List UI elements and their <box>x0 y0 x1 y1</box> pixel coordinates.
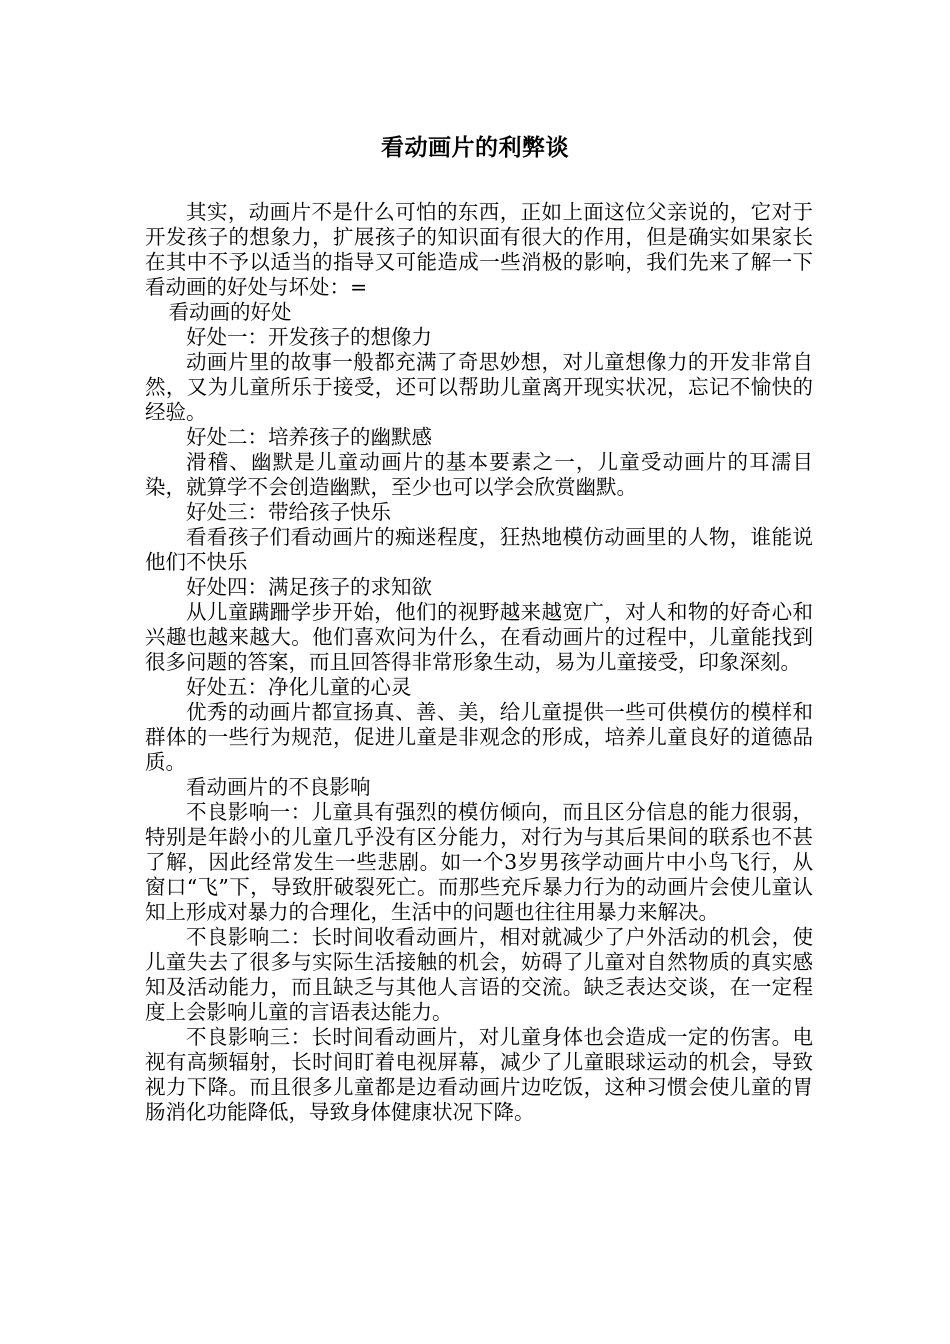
benefit-1-heading: 好处一：开发孩子的想像力 <box>186 325 432 349</box>
benefit-4-heading: 好处四：满足孩子的求知欲 <box>186 575 432 599</box>
document-title: 看动画片的利弊谈 <box>381 134 569 161</box>
harm-3-paragraph: 不良影响三：长时间看动画片，对儿童身体也会造成一定的伤害。电视有高频辐射，长时间盯着电视屏幕，减少了儿童眼球运动的机会，导致视力下降。而且很多儿童都是边看动画片边吃饭，这种习惯会使儿童的胃肠消化功能降低，导致身体健康状况下降。 <box>145 1025 813 1124</box>
section-heading-benefits: 看动画的好处 <box>168 300 292 324</box>
benefit-2-paragraph: 滑稽、幽默是儿童动画片的基本要素之一，儿童受动画片的耳濡目染，就算学不会创造幽默，至少也可以学会欣赏幽默。 <box>145 450 813 499</box>
benefit-4-paragraph: 从儿童蹒跚学步开始，他们的视野越来越宽广，对人和物的好奇心和兴趣也越来越大。他们喜欢问为什么，在看动画片的过程中，儿童能找到很多问题的答案，而且回答得非常形象生动，易为儿童接受，印象深刻。 <box>145 600 813 674</box>
harm-2-paragraph: 不良影响二：长时间收看动画片，相对就减少了户外活动的机会，使儿童失去了很多与实际生活接触的机会，妨碍了儿童对自然物质的真实感知及活动能力，而且缺乏与其他人言语的交流。缺乏表达交谈，在一定程度上会影响儿童的言语表达能力。 <box>145 925 813 1024</box>
benefit-5-heading: 好处五：净化儿童的心灵 <box>186 675 412 699</box>
benefit-3-paragraph: 看看孩子们看动画片的痴迷程度，狂热地模仿动画里的人物，谁能说他们不快乐 <box>145 525 813 574</box>
benefit-2-heading: 好处二：培养孩子的幽默感 <box>186 425 432 449</box>
benefit-3-heading: 好处三：带给孩子快乐 <box>186 500 391 524</box>
harm-1-paragraph: 不良影响一：儿童具有强烈的模仿倾向，而且区分信息的能力很弱，特别是年龄小的儿童几乎没有区分能力，对行为与其后果间的联系也不甚了解，因此经常发生一些悲剧。如一个3岁男孩学动画片中小鸟飞行，从窗口“飞”下，导致肝破裂死亡。而那些充斥暴力行为的动画片会使儿童认知上形成对暴力的合理化，生活中的问题也往往用暴力来解决。 <box>145 800 813 924</box>
section-heading-harms: 看动画片的不良影响 <box>186 775 371 799</box>
document-body <box>145 200 813 1125</box>
benefit-1-paragraph: 动画片里的故事一般都充满了奇思妙想，对儿童想像力的开发非常自然，又为儿童所乐于接受，还可以帮助儿童离开现实状况，忘记不愉快的经验。 <box>145 350 813 424</box>
intro-paragraph: 其实，动画片不是什么可怕的东西，正如上面这位父亲说的，它对于开发孩子的想象力，扩展孩子的知识面有很大的作用，但是确实如果家长在其中不予以适当的指导又可能造成一些消极的影响，我们先来了解一下看动画的好处与坏处：= <box>145 200 813 299</box>
benefit-5-paragraph: 优秀的动画片都宣扬真、善、美，给儿童提供一些可供模仿的模样和群体的一些行为规范，促进儿童是非观念的形成，培养儿童良好的道德品质。 <box>145 700 813 774</box>
